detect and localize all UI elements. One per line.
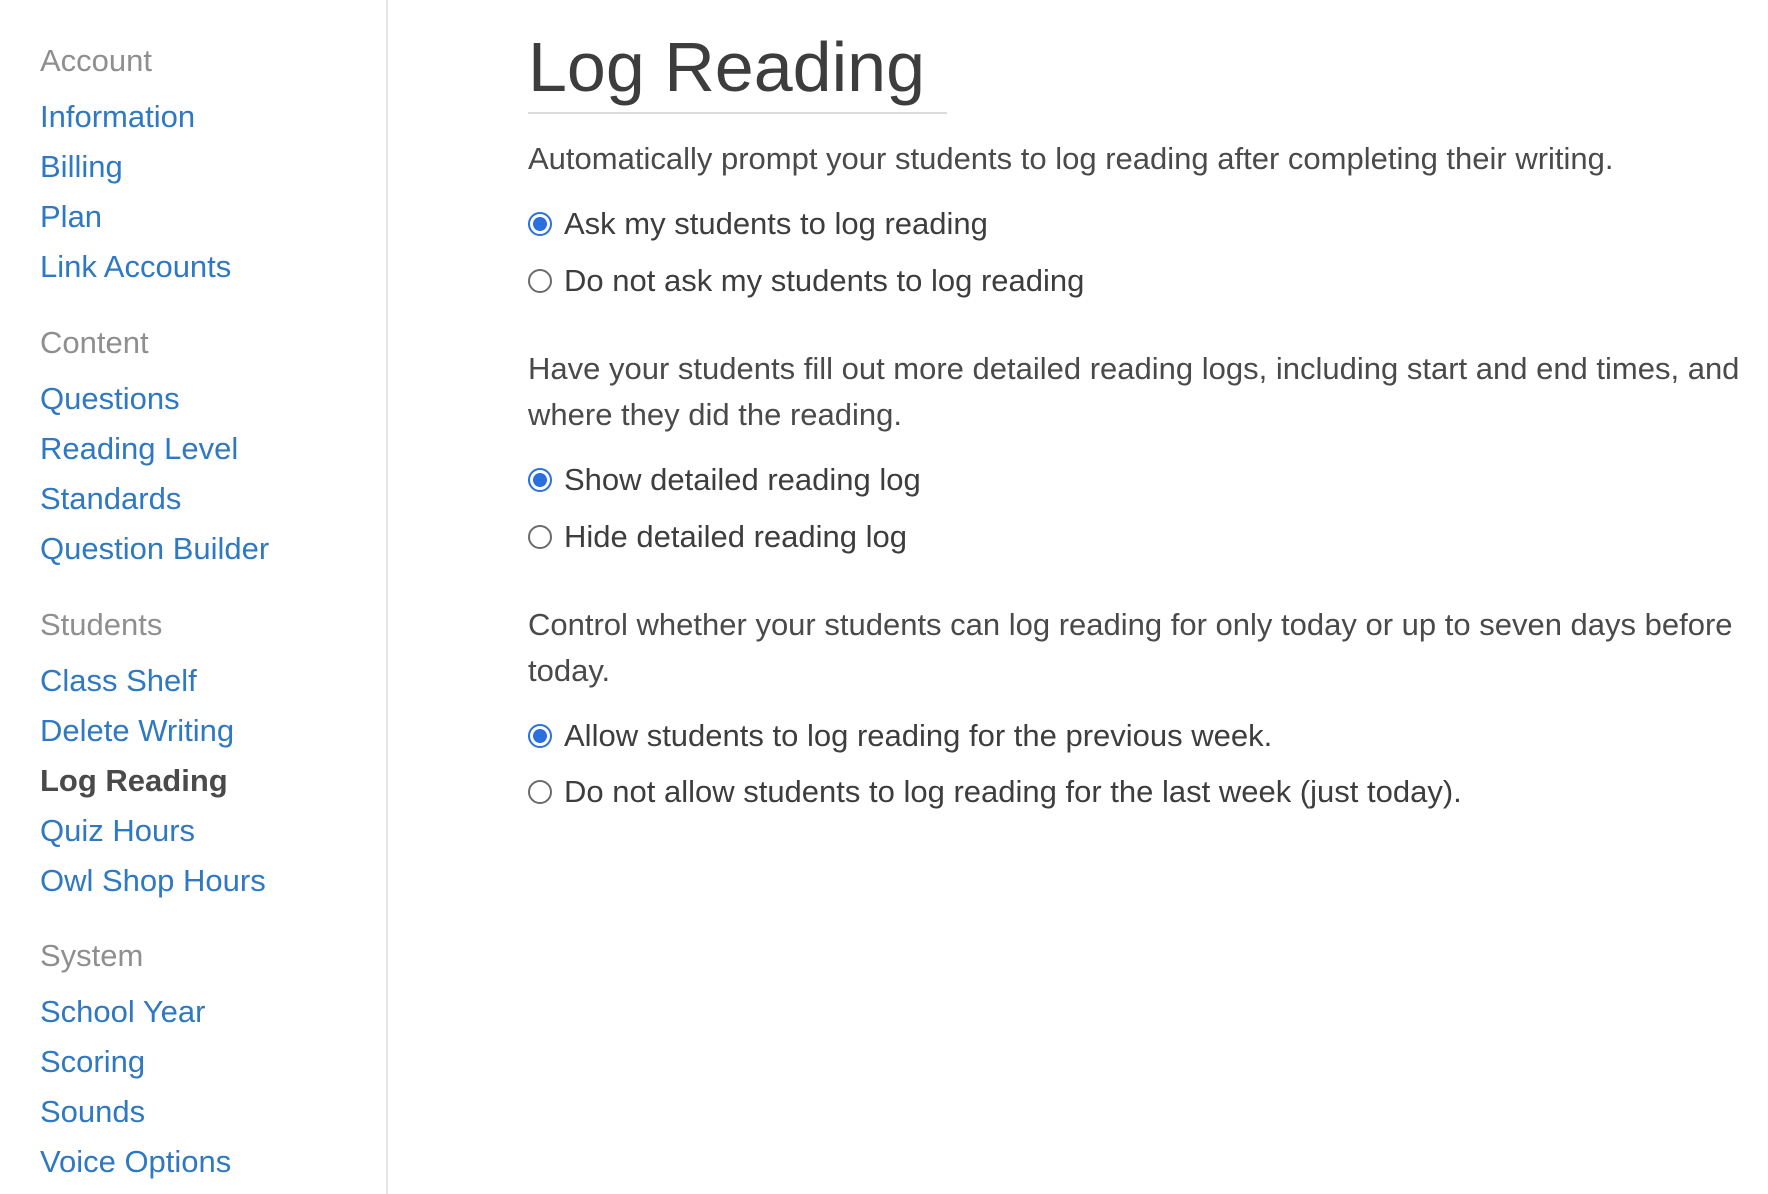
sidebar-group-content (40, 318, 269, 574)
prompt-log-reading-description: Automatically prompt your students to log reading after completing their writing. (528, 141, 1614, 176)
option-ask-log-reading-label: Ask my students to log reading (564, 206, 988, 241)
sidebar-item-owl-shop-hours[interactable]: Owl Shop Hours (40, 863, 266, 898)
radio-just-today[interactable] (528, 780, 552, 804)
detailed-log-description: Have your students fill out more detailed reading logs, including start and end times, and where they did the reading. (528, 351, 1740, 432)
option-show-detailed-log[interactable] (528, 462, 921, 498)
sidebar-item-log-reading[interactable]: Log Reading (40, 763, 228, 798)
sidebar-heading-students: Students (40, 607, 163, 642)
option-allow-previous-week-label: Allow students to log reading for the previous week. (564, 718, 1273, 753)
sidebar-heading-account: Account (40, 43, 153, 78)
sidebar-group-students (40, 600, 266, 906)
sidebar-heading-system: System (40, 938, 144, 973)
sidebar-item-plan[interactable]: Plan (40, 199, 103, 234)
log-window-description: Control whether your students can log reading for only today or up to seven days before today. (528, 607, 1733, 688)
sidebar-item-scoring[interactable]: Scoring (40, 1044, 146, 1079)
option-just-today-label: Do not allow students to log reading for the last week (just today). (564, 774, 1462, 809)
settings-sidebar (0, 0, 388, 1194)
sidebar-item-voice-options[interactable]: Voice Options (40, 1144, 232, 1179)
sidebar-item-quiz-hours[interactable]: Quiz Hours (40, 813, 196, 848)
option-hide-detailed-log-label: Hide detailed reading log (564, 519, 907, 554)
sidebar-item-billing[interactable]: Billing (40, 149, 123, 184)
page-title: Log Reading (528, 22, 947, 114)
radio-hide-detailed-log[interactable] (528, 525, 552, 549)
option-do-not-ask-log-reading-label: Do not ask my students to log reading (564, 263, 1085, 298)
sidebar-item-standards[interactable]: Standards (40, 481, 182, 516)
sidebar-item-delete-writing[interactable]: Delete Writing (40, 713, 235, 748)
log-window-section (528, 602, 1748, 694)
sidebar-group-system (40, 931, 231, 1187)
radio-ask-log-reading[interactable] (528, 212, 552, 236)
option-allow-previous-week[interactable] (528, 718, 1272, 754)
detailed-log-section (528, 346, 1748, 438)
sidebar-item-reading-level[interactable]: Reading Level (40, 431, 239, 466)
sidebar-item-link-accounts[interactable]: Link Accounts (40, 249, 232, 284)
sidebar-item-sounds[interactable]: Sounds (40, 1094, 146, 1129)
option-show-detailed-log-label: Show detailed reading log (564, 462, 921, 497)
sidebar-item-question-builder[interactable]: Question Builder (40, 531, 270, 566)
sidebar-item-information[interactable]: Information (40, 99, 196, 134)
option-just-today[interactable] (528, 774, 1462, 810)
sidebar-heading-content: Content (40, 325, 149, 360)
sidebar-group-account (40, 36, 231, 292)
option-do-not-ask-log-reading[interactable] (528, 263, 1084, 299)
prompt-log-reading-section (528, 136, 1748, 182)
sidebar-item-class-shelf[interactable]: Class Shelf (40, 663, 197, 698)
sidebar-item-questions[interactable]: Questions (40, 381, 180, 416)
radio-do-not-ask-log-reading[interactable] (528, 269, 552, 293)
option-ask-log-reading[interactable] (528, 206, 988, 242)
option-hide-detailed-log[interactable] (528, 519, 907, 555)
sidebar-item-school-year[interactable]: School Year (40, 994, 206, 1029)
radio-show-detailed-log[interactable] (528, 468, 552, 492)
radio-allow-previous-week[interactable] (528, 724, 552, 748)
